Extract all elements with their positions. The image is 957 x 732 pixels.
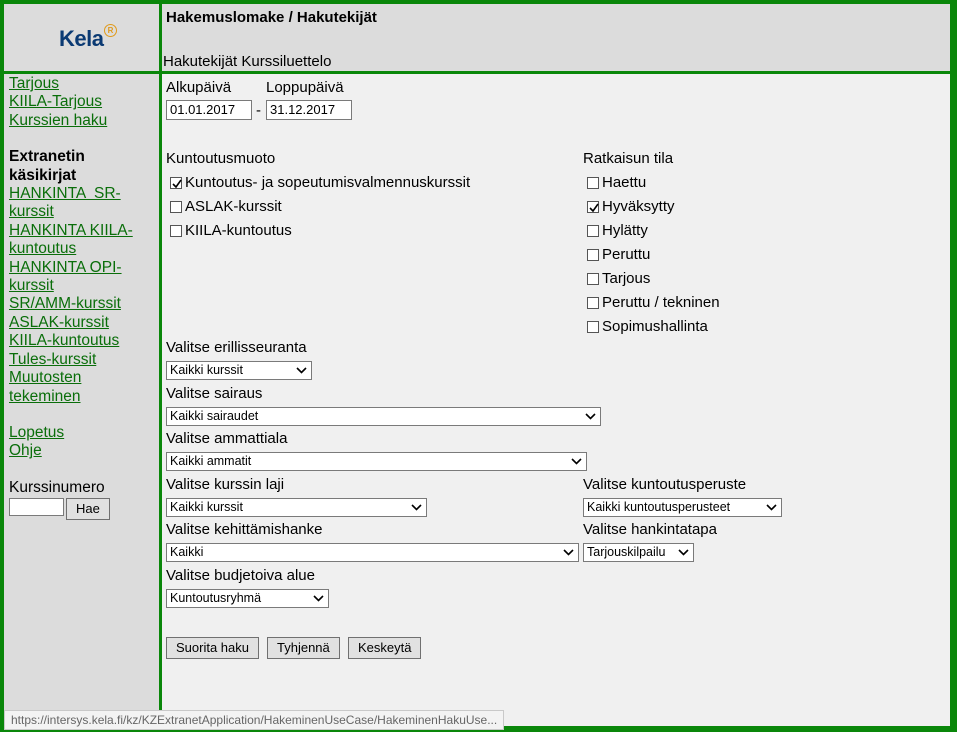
checkbox[interactable]: [587, 321, 599, 333]
page-subtitle: Hakutekijät Kurssiluettelo: [163, 53, 332, 70]
sairaus-select[interactable]: [166, 407, 601, 426]
ratkaisun-tila-label: Ratkaisun tila: [583, 150, 674, 167]
checkbox-label: ASLAK-kurssit: [185, 198, 282, 215]
kurssin-laji-select[interactable]: [166, 498, 427, 517]
kuntoutusperuste-label: Valitse kuntoutusperuste: [583, 476, 747, 493]
suorita-haku-button[interactable]: Suorita haku: [166, 637, 259, 659]
checkbox-label: Hylätty: [602, 222, 648, 239]
chevron-down-icon: [295, 364, 308, 377]
chevron-down-icon: [677, 546, 690, 559]
kuntoutusmuoto-option-2[interactable]: [170, 198, 282, 215]
select-value: Kaikki kurssit: [170, 363, 243, 377]
kuntoutusmuoto-option-3[interactable]: [170, 222, 292, 239]
course-number-input[interactable]: [9, 498, 64, 516]
nav-gap: [9, 406, 154, 424]
select-value: Kaikki kuntoutusperusteet: [587, 500, 731, 514]
checkbox-label: KIILA-kuntoutus: [185, 222, 292, 239]
select-value: Kuntoutusryhmä: [170, 591, 262, 605]
kuntoutusmuoto-label: Kuntoutusmuoto: [166, 150, 276, 167]
checkbox-label: Tarjous: [602, 270, 651, 287]
nav-link-ohje[interactable]: Ohje: [9, 442, 42, 460]
nav-link-muutosten-tekeminen[interactable]: Muutosten tekeminen: [9, 369, 82, 405]
kuntoutusperuste-select[interactable]: [583, 498, 782, 517]
select-value: Tarjouskilpailu: [587, 545, 666, 559]
kehittamishanke-select[interactable]: [166, 543, 579, 562]
nav-link-sr-amm[interactable]: SR/AMM-kurssit: [9, 295, 121, 313]
registered-mark-icon: R: [104, 24, 117, 37]
nav-link-tarjous[interactable]: Tarjous: [9, 75, 59, 92]
budjetoiva-alue-select[interactable]: [166, 589, 329, 608]
sidebar-nav: [9, 75, 154, 520]
select-value: Kaikki: [170, 545, 204, 559]
erillisseuranta-select[interactable]: [166, 361, 312, 380]
chevron-down-icon: [312, 592, 325, 605]
budjetoiva-alue-label: Valitse budjetoiva alue: [166, 567, 315, 584]
logo-text: Kela: [59, 26, 104, 51]
checkbox-label: Peruttu / tekninen: [602, 294, 720, 311]
checkbox[interactable]: [587, 249, 599, 261]
chevron-down-icon: [765, 501, 778, 514]
course-number-row: [9, 498, 154, 520]
ammattiala-select[interactable]: [166, 452, 587, 471]
course-search-button[interactable]: Hae: [66, 498, 110, 520]
checkbox-checked[interactable]: [587, 201, 599, 213]
chevron-down-icon: [570, 455, 583, 468]
ratkaisun-option-sopimushallinta[interactable]: [587, 318, 708, 335]
kurssin-laji-label: Valitse kurssin laji: [166, 476, 285, 493]
checkbox-checked[interactable]: [170, 177, 182, 189]
erillisseuranta-label: Valitse erillisseuranta: [166, 339, 307, 356]
nav-link-aslak[interactable]: ASLAK-kurssit: [9, 313, 109, 331]
select-value: Kaikki ammatit: [170, 454, 252, 468]
date-separator: -: [256, 102, 261, 119]
checkbox[interactable]: [170, 225, 182, 237]
header: [162, 4, 950, 71]
tyhjenna-button[interactable]: Tyhjennä: [267, 637, 340, 659]
kuntoutusmuoto-option-1[interactable]: [170, 174, 470, 191]
nav-link-kiila-kuntoutus[interactable]: KIILA-kuntoutus: [9, 332, 120, 350]
checkbox[interactable]: [587, 177, 599, 189]
checkbox[interactable]: [587, 225, 599, 237]
nav-link-hankinta-sr[interactable]: HANKINTA SR-kurssit: [9, 185, 121, 221]
nav-link-tules[interactable]: Tules-kurssit: [9, 350, 97, 368]
ratkaisun-option-haettu[interactable]: [587, 174, 646, 191]
manuals-heading: Extranetin käsikirjat: [9, 148, 85, 184]
checkbox-label: Kuntoutus- ja sopeutumisvalmennuskurssit: [185, 174, 471, 191]
nav-link-hankinta-kiila[interactable]: HANKINTA KIILA-kuntoutus: [9, 221, 133, 258]
page-title: Hakemuslomake / Hakutekijät: [166, 9, 377, 26]
nav-link-kiila-tarjous[interactable]: KIILA-Tarjous: [9, 93, 103, 111]
chevron-down-icon: [584, 410, 597, 423]
hankintatapa-label: Valitse hankintatapa: [583, 521, 717, 538]
end-date-input[interactable]: 31.12.2017: [266, 100, 352, 120]
kela-logo: [59, 26, 114, 52]
kehittamishanke-label: Valitse kehittämishanke: [166, 521, 323, 538]
select-value: Kaikki sairaudet: [170, 409, 259, 423]
start-date-label: Alkupäivä: [166, 79, 232, 96]
logo-area: [4, 4, 159, 71]
checkbox-label: Haettu: [602, 174, 647, 191]
ratkaisun-option-peruttu-tekninen[interactable]: [587, 294, 720, 311]
select-value: Kaikki kurssit: [170, 500, 243, 514]
keskeyta-button[interactable]: Keskeytä: [348, 637, 421, 659]
chevron-down-icon: [410, 501, 423, 514]
checkbox[interactable]: [587, 273, 599, 285]
checkbox[interactable]: [587, 297, 599, 309]
ratkaisun-option-hylatty[interactable]: [587, 222, 648, 239]
ratkaisun-option-hyvaksytty[interactable]: [587, 198, 675, 215]
nav-link-kurssien-haku[interactable]: Kurssien haku: [9, 111, 108, 129]
start-date-input[interactable]: 01.01.2017: [166, 100, 252, 120]
ammattiala-label: Valitse ammattiala: [166, 430, 288, 447]
nav-link-lopetus[interactable]: Lopetus: [9, 423, 65, 441]
status-bar-url: https://intersys.kela.fi/kz/KZExtranetApplication/HakeminenUseCase/HakeminenHakuUse...: [4, 710, 504, 730]
chevron-down-icon: [562, 546, 575, 559]
checkbox-label: Sopimushallinta: [602, 318, 708, 335]
nav-link-hankinta-opi[interactable]: HANKINTA OPI-kurssit: [9, 258, 122, 295]
checkbox-label: Peruttu: [602, 246, 651, 263]
end-date-label: Loppupäivä: [266, 79, 344, 96]
checkbox-label: Hyväksytty: [602, 198, 675, 215]
course-number-label: Kurssinumero: [9, 478, 105, 496]
hankintatapa-select[interactable]: [583, 543, 694, 562]
ratkaisun-option-tarjous[interactable]: [587, 270, 650, 287]
search-form: [162, 74, 950, 726]
checkbox[interactable]: [170, 201, 182, 213]
ratkaisun-option-peruttu[interactable]: [587, 246, 650, 263]
sairaus-label: Valitse sairaus: [166, 385, 263, 402]
sidebar: [4, 74, 159, 726]
